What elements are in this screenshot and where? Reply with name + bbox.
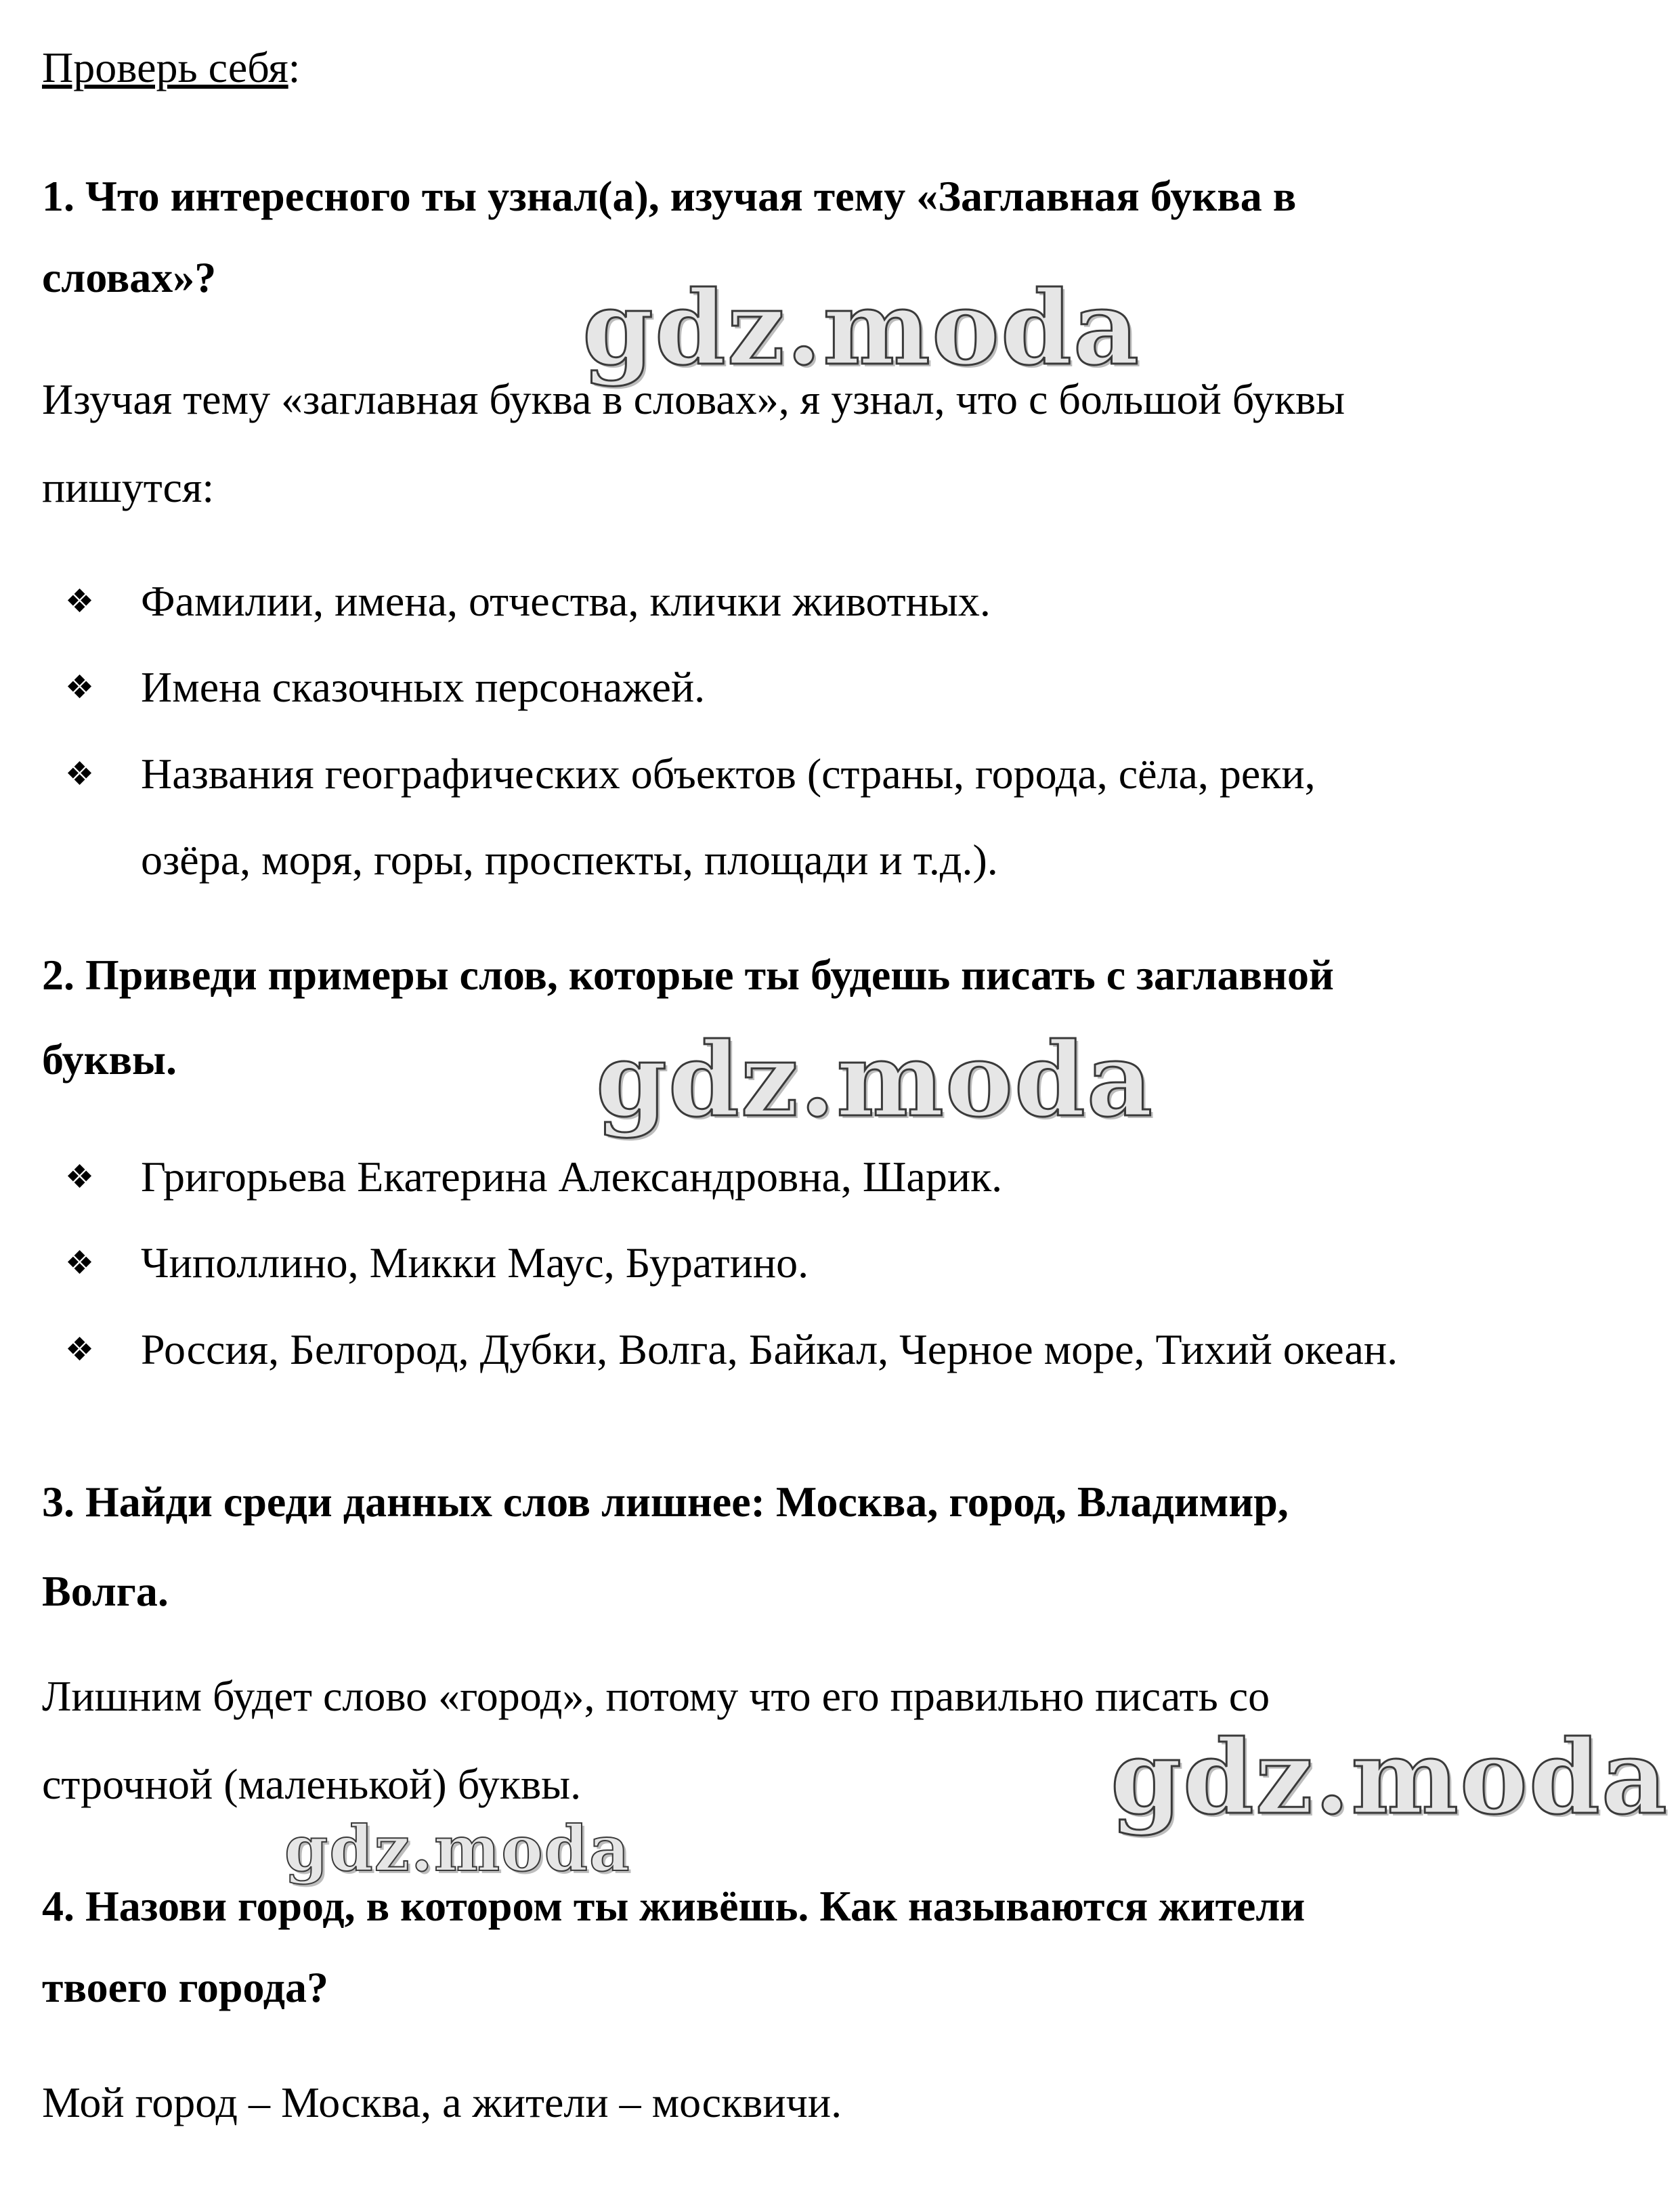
watermark-logo: gdz.moda [582, 269, 1141, 388]
bullet-diamond-icon: ❖ [65, 1331, 95, 1369]
list-item: Имена сказочных персонажей. [141, 663, 706, 711]
page-title-text: Проверь себя [42, 43, 288, 91]
answer-3-line-1: Лишним будет слово «город», потому что его правильно писать со [42, 1672, 1270, 1720]
bullet-diamond-icon: ❖ [65, 668, 95, 706]
bullet-diamond-icon: ❖ [65, 1158, 95, 1196]
answer-1-line-2: пишутся: [42, 463, 215, 511]
question-4-line-2: твоего города? [42, 1963, 329, 2011]
question-3-line-1: 3. Найди среди данных слов лишнее: Москва, город, Владимир, [42, 1478, 1289, 1526]
list-item: Россия, Белгород, Дубки, Волга, Байкал, Черное море, Тихий океан. [141, 1325, 1398, 1373]
watermark-logo: gdz.moda [596, 1021, 1155, 1140]
bullet-diamond-icon: ❖ [65, 755, 95, 793]
question-2-line-2: буквы. [42, 1035, 177, 1083]
question-3-line-2: Волга. [42, 1567, 169, 1615]
list-item: Фамилии, имена, отчества, клички животных. [141, 577, 991, 625]
question-2-line-1: 2. Приведи примеры слов, которые ты будешь писать с заглавной [42, 951, 1334, 999]
page-title-colon: : [288, 43, 301, 91]
bullet-diamond-icon: ❖ [65, 582, 95, 620]
watermark-logo: gdz.moda [284, 1812, 631, 1885]
answer-4-line-1: Мой город – Москва, а жители – москвичи. [42, 2078, 842, 2126]
list-item: Чиполлино, Микки Маус, Буратино. [141, 1239, 809, 1287]
page-title [42, 41, 300, 95]
watermark-logo: gdz.moda [1111, 1718, 1669, 1837]
question-1-line-1: 1. Что интересного ты узнал(а), изучая тему «Заглавная буква в [42, 172, 1297, 220]
list-item-continuation: озёра, моря, горы, проспекты, площади и т.д.). [141, 836, 998, 884]
bullet-diamond-icon: ❖ [65, 1244, 95, 1282]
question-1-line-2: словах»? [42, 253, 217, 301]
answer-3-line-2: строчной (маленькой) буквы. [42, 1760, 582, 1808]
list-item: Названия географических объектов (страны, города, сёла, реки, [141, 750, 1316, 798]
question-4-line-1: 4. Назови город, в котором ты живёшь. Как называются жители [42, 1882, 1306, 1930]
answer-1-line-1: Изучая тему «заглавная буква в словах», я узнал, что с большой буквы [42, 375, 1345, 423]
list-item: Григорьева Екатерина Александровна, Шарик. [141, 1153, 1003, 1201]
